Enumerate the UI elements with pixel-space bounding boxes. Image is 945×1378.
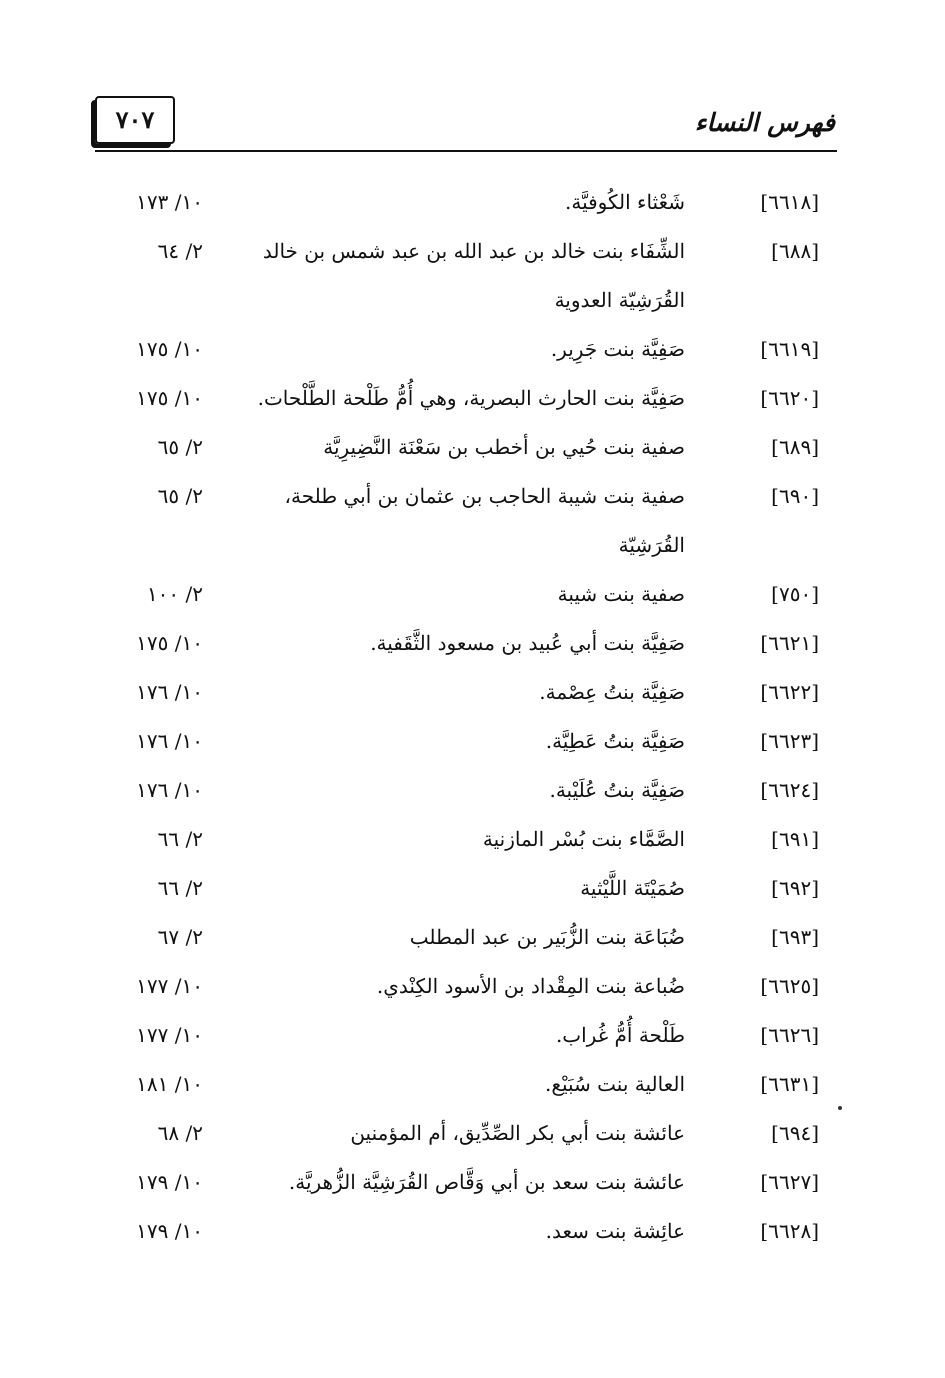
entry-name: القُرَشِيّة (618, 533, 685, 557)
entry-name: عائِشة بنت سعد. (545, 1219, 685, 1243)
entry-reference: ٢/ ١٠٠ (146, 582, 203, 606)
index-entry (95, 1011, 837, 1060)
entry-name: الشِّفَاء بنت خالد بن عبد الله بن عبد شمس بن خالد (262, 239, 685, 263)
index-entry (95, 766, 837, 815)
index-entry (95, 227, 837, 276)
entry-number: [٧٥٠] (771, 582, 819, 606)
entry-name: الصَّمَّاء بنت بُسْر المازنية (482, 827, 685, 851)
entry-reference: ١٠/ ١٧٦ (136, 778, 203, 802)
entry-reference: ١٠/ ١٧٧ (136, 974, 203, 998)
entry-number: [٦٩٤] (771, 1121, 819, 1145)
index-entry (95, 1109, 837, 1158)
entry-number: [٦٦٢٧] (760, 1170, 819, 1194)
index-entry (95, 668, 837, 717)
entry-name: صفية بنت حُيي بن أخطب بن سَعْنَة النَّضِيرِيَّة (323, 435, 685, 459)
entry-name: ضُباعة بنت المِقْداد بن الأسود الكِنْدي. (376, 974, 685, 998)
entry-reference: ٢/ ٦٦ (157, 827, 203, 851)
entry-reference: ١٠/ ١٧٥ (136, 386, 203, 410)
entry-name: طَلْحة أُمُّ غُراب. (555, 1023, 685, 1047)
index-entry (95, 472, 837, 521)
index-entry (95, 1207, 837, 1256)
index-entries (95, 178, 837, 1256)
entry-number: [٦٨٩] (771, 435, 819, 459)
index-entry (95, 325, 837, 374)
index-entry (95, 374, 837, 423)
entry-name: صُمَيْتَة اللَّيْثية (580, 876, 685, 900)
entry-number: [٦٦٢٣] (760, 729, 819, 753)
page-number: ٧٠٧ (95, 96, 175, 144)
entry-name: العالية بنت سُبَيْع. (544, 1072, 685, 1096)
index-entry (95, 815, 837, 864)
page-title: فهرس النساء (694, 108, 835, 137)
entry-name: صَفِيَّة بنت أبي عُبيد بن مسعود الثَّقَفية. (370, 631, 685, 655)
header-rule (95, 150, 837, 152)
entry-number: [٦٦٢١] (760, 631, 819, 655)
index-entry (95, 423, 837, 472)
entry-number: [٦٦٢٢] (760, 680, 819, 704)
entry-name: عائشة بنت أبي بكر الصِّدِّيق، أم المؤمنين (350, 1121, 685, 1145)
entry-number: [٦٦٢٤] (760, 778, 819, 802)
entry-number: [٦٩١] (771, 827, 819, 851)
index-entry (95, 864, 837, 913)
index-entry (95, 178, 837, 227)
entry-reference: ١٠/ ١٨١ (136, 1072, 203, 1096)
entry-reference: ١٠/ ١٧٣ (136, 190, 203, 214)
entry-reference: ١٠/ ١٧٥ (136, 337, 203, 361)
index-entry (95, 276, 837, 325)
entry-name: القُرَشِيّة العدوية (554, 288, 685, 312)
entry-number: [٦٦٢٠] (760, 386, 819, 410)
entry-name: صَفِيَّة بنت الحارث البصرية، وهي أُمُّ طَلْحة الطَّلْحات. (257, 386, 685, 410)
page-header (95, 92, 837, 150)
index-entry (95, 1060, 837, 1109)
entry-reference: ٢/ ٦٥ (157, 435, 203, 459)
entry-number: [٦٦٢٥] (760, 974, 819, 998)
entry-reference: ١٠/ ١٧٥ (136, 631, 203, 655)
entry-name: صَفِيَّة بنتُ عَطِيَّة. (545, 729, 685, 753)
entry-reference: ٢/ ٦٨ (157, 1121, 203, 1145)
entry-reference: ١٠/ ١٧٦ (136, 680, 203, 704)
index-entry (95, 1158, 837, 1207)
entry-number: [٦٩٠] (771, 484, 819, 508)
entry-number: [٦٩٣] (771, 925, 819, 949)
entry-name: عائشة بنت سعد بن أبي وَقَّاص القُرَشِيَّة الزُّهريَّة. (288, 1170, 685, 1194)
entry-number: [٦٩٢] (771, 876, 819, 900)
index-entry (95, 619, 837, 668)
index-entry (95, 717, 837, 766)
entry-name: صَفِيَّة بنتُ عُلَيْبة. (549, 778, 685, 802)
entry-number: [٦٦٣١] (760, 1072, 819, 1096)
entry-reference: ٢/ ٦٥ (157, 484, 203, 508)
entry-number: [٦٦٢٦] (760, 1023, 819, 1047)
entry-name: شَعْثاء الكُوفيَّة. (565, 190, 685, 214)
entry-number: [٦٦١٩] (760, 337, 819, 361)
index-entry (95, 913, 837, 962)
entry-reference: ١٠/ ١٧٧ (136, 1023, 203, 1047)
index-entry (95, 521, 837, 570)
entry-reference: ٢/ ٦٦ (157, 876, 203, 900)
entry-name: صَفِيَّة بنت جَرِير. (550, 337, 685, 361)
entry-name: صَفِيَّة بنتُ عِصْمة. (539, 680, 685, 704)
index-entry (95, 570, 837, 619)
entry-name: صفية بنت شيبة (557, 582, 685, 606)
entry-reference: ١٠/ ١٧٦ (136, 729, 203, 753)
entry-name: صفية بنت شيبة الحاجب بن عثمان بن أبي طلحة، (284, 484, 685, 508)
entry-number: [٦٨٨] (771, 239, 819, 263)
entry-number: [٦٦٢٨] (760, 1219, 819, 1243)
entry-reference: ٢/ ٦٤ (157, 239, 203, 263)
entry-reference: ١٠/ ١٧٩ (136, 1219, 203, 1243)
index-entry (95, 962, 837, 1011)
speck-mark (838, 1106, 842, 1110)
entry-reference: ٢/ ٦٧ (157, 925, 203, 949)
entry-number: [٦٦١٨] (760, 190, 819, 214)
entry-reference: ١٠/ ١٧٩ (136, 1170, 203, 1194)
entry-name: ضُبَاعَة بنت الزُّبَير بن عبد المطلب (409, 925, 685, 949)
